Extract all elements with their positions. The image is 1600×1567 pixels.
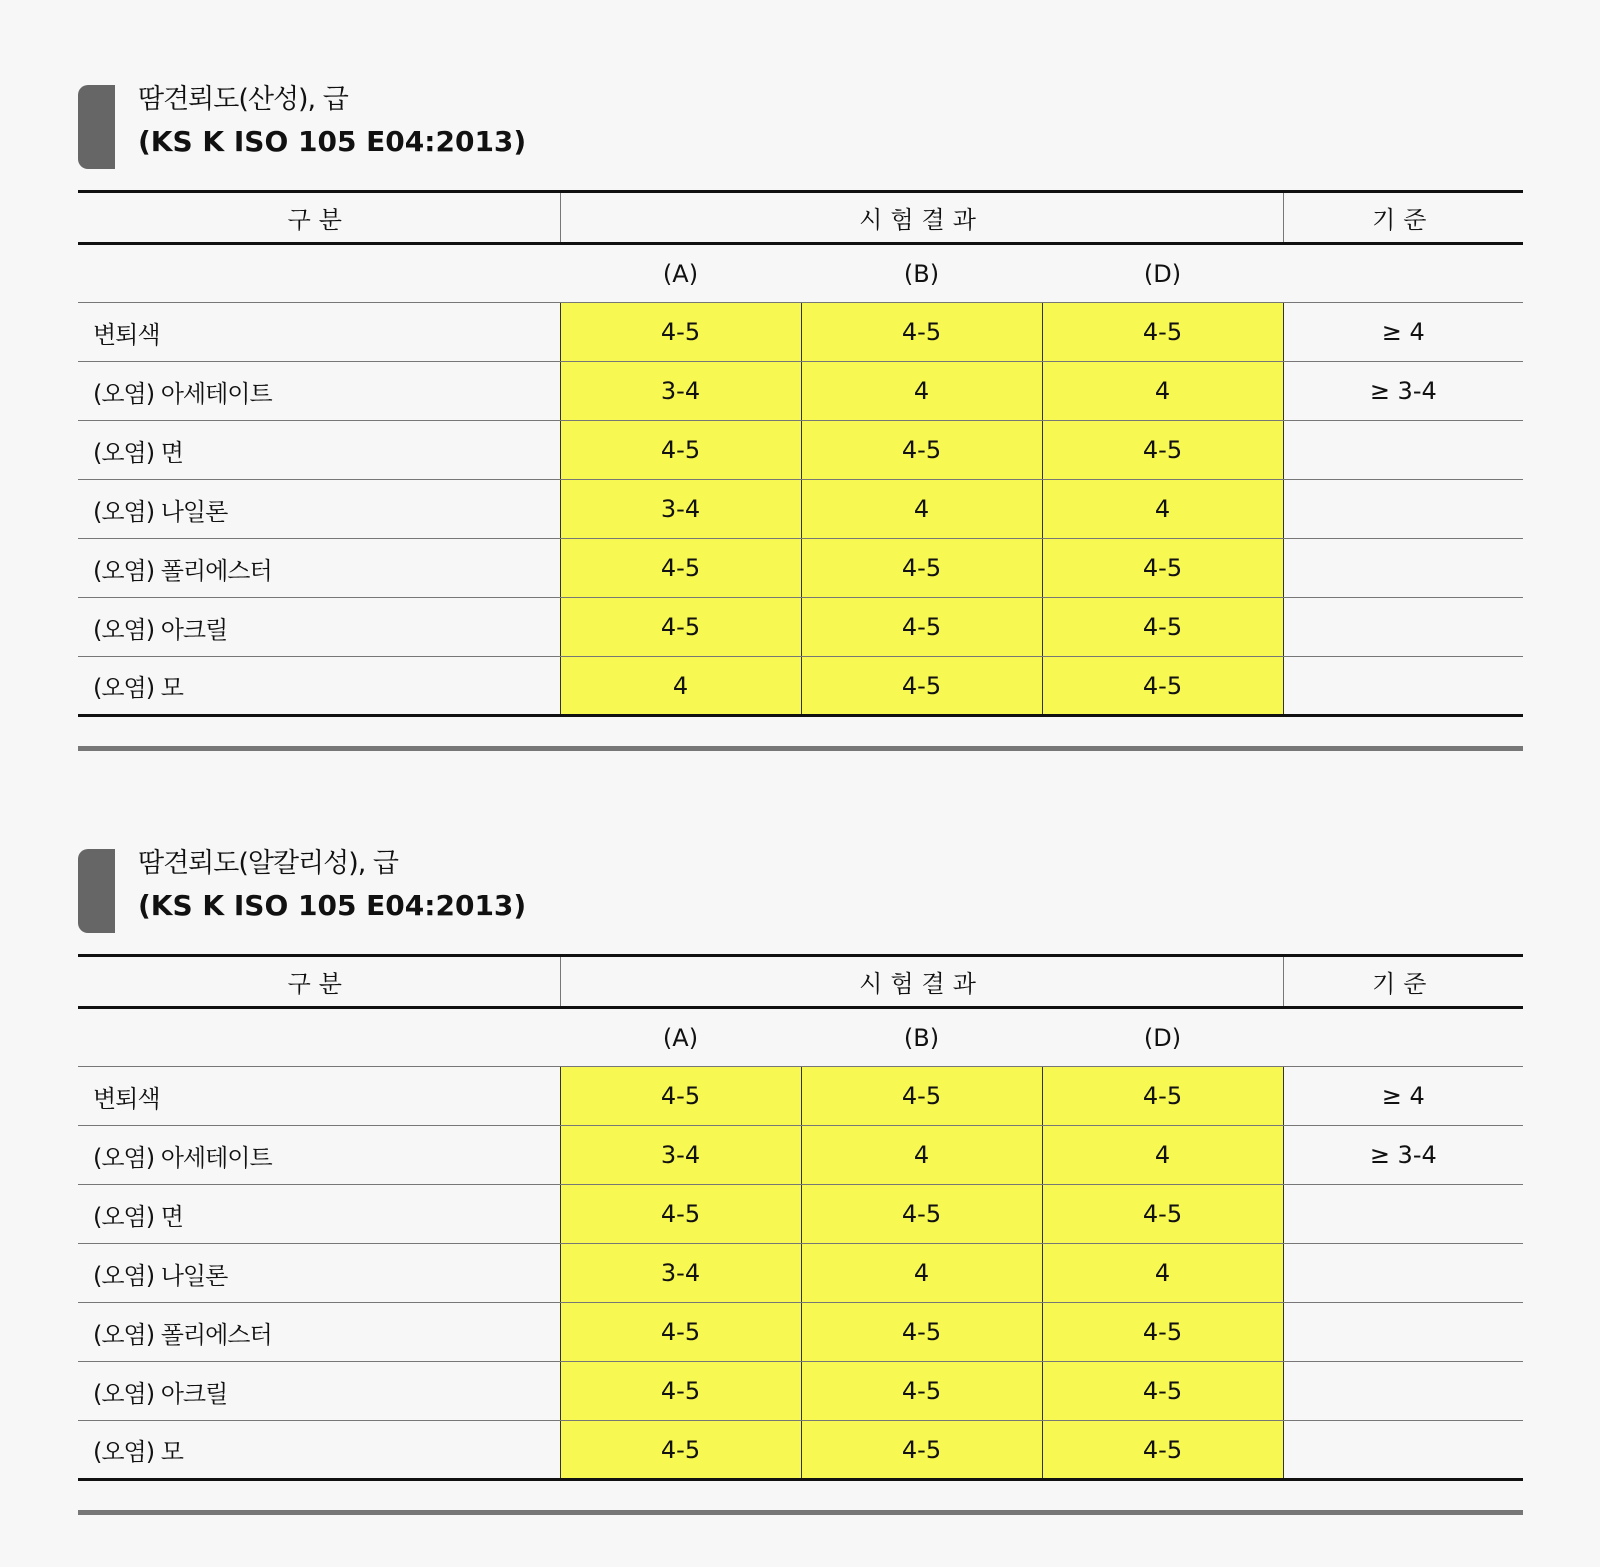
section-title: 땀견뢰도(산성), 급 (138, 84, 348, 115)
section-divider (78, 1510, 1523, 1515)
criterion (1283, 421, 1523, 480)
value-d: 4 (1042, 480, 1283, 539)
header-results: 시험결과 (560, 192, 1283, 244)
value-a: 4-5 (560, 598, 801, 657)
criterion (1283, 539, 1523, 598)
value-d: 4-5 (1042, 1185, 1283, 1244)
value-a: 3-4 (560, 1244, 801, 1303)
header-results: 시험결과 (560, 956, 1283, 1008)
row-label: (오염) 모 (78, 1421, 560, 1480)
criterion (1283, 1362, 1523, 1421)
value-b: 4-5 (801, 1421, 1042, 1480)
row-label: (오염) 나일론 (78, 480, 560, 539)
value-a: 4-5 (560, 1421, 801, 1480)
row-label: (오염) 아크릴 (78, 1362, 560, 1421)
value-b: 4-5 (801, 1067, 1042, 1126)
value-a: 4-5 (560, 421, 801, 480)
row-label: (오염) 아세테이트 (78, 362, 560, 421)
results-table (78, 190, 1523, 717)
table-row (78, 1421, 1523, 1480)
table-row (78, 362, 1523, 421)
value-d: 4-5 (1042, 1067, 1283, 1126)
criterion (1283, 1421, 1523, 1480)
value-d: 4-5 (1042, 303, 1283, 362)
header-criteria: 기준 (1283, 192, 1523, 244)
acid-perspiration-section (78, 82, 1523, 702)
value-d: 4-5 (1042, 657, 1283, 716)
criterion (1283, 598, 1523, 657)
table-row (78, 303, 1523, 362)
value-a: 4-5 (560, 1067, 801, 1126)
value-d: 4-5 (1042, 1362, 1283, 1421)
value-a: 4-5 (560, 1303, 801, 1362)
value-b: 4-5 (801, 1303, 1042, 1362)
section-title-block (78, 82, 1523, 170)
value-d: 4 (1042, 1126, 1283, 1185)
sample-b: (B) (801, 244, 1042, 303)
header-category: 구분 (78, 192, 560, 244)
value-a: 4-5 (560, 1362, 801, 1421)
section-divider (78, 746, 1523, 751)
criterion: ≥ 4 (1283, 303, 1523, 362)
header-row (78, 192, 1523, 244)
sample-d: (D) (1042, 1008, 1283, 1067)
criterion (1283, 1303, 1523, 1362)
table-row (78, 1303, 1523, 1362)
row-label: (오염) 면 (78, 1185, 560, 1244)
row-label: (오염) 모 (78, 657, 560, 716)
criterion (1283, 1244, 1523, 1303)
criterion: ≥ 3-4 (1283, 1126, 1523, 1185)
results-table (78, 954, 1523, 1481)
alkaline-perspiration-section (78, 846, 1523, 1466)
title-marker (78, 849, 115, 933)
header-category: 구분 (78, 956, 560, 1008)
sample-a: (A) (560, 1008, 801, 1067)
table-row (78, 657, 1523, 716)
table-row (78, 1362, 1523, 1421)
header-criteria: 기준 (1283, 956, 1523, 1008)
value-b: 4-5 (801, 598, 1042, 657)
value-d: 4-5 (1042, 539, 1283, 598)
value-b: 4-5 (801, 1362, 1042, 1421)
sample-row (78, 1008, 1523, 1067)
criterion: ≥ 3-4 (1283, 362, 1523, 421)
value-d: 4 (1042, 362, 1283, 421)
row-label: 변퇴색 (78, 303, 560, 362)
value-b: 4-5 (801, 1185, 1042, 1244)
value-a: 3-4 (560, 362, 801, 421)
value-d: 4 (1042, 1244, 1283, 1303)
table-row (78, 480, 1523, 539)
value-d: 4-5 (1042, 1303, 1283, 1362)
section-standard: (KS K ISO 105 E04:2013) (138, 889, 527, 922)
value-a: 4-5 (560, 1185, 801, 1244)
table-row (78, 539, 1523, 598)
value-b: 4 (801, 1126, 1042, 1185)
value-d: 4-5 (1042, 421, 1283, 480)
value-b: 4-5 (801, 303, 1042, 362)
value-d: 4-5 (1042, 598, 1283, 657)
value-a: 3-4 (560, 1126, 801, 1185)
value-b: 4 (801, 480, 1042, 539)
sample-d: (D) (1042, 244, 1283, 303)
title-marker (78, 85, 115, 169)
value-b: 4 (801, 1244, 1042, 1303)
sample-a: (A) (560, 244, 801, 303)
value-a: 4 (560, 657, 801, 716)
row-label: (오염) 폴리에스터 (78, 539, 560, 598)
criterion (1283, 657, 1523, 716)
table-row (78, 598, 1523, 657)
value-b: 4-5 (801, 421, 1042, 480)
table-row (78, 1244, 1523, 1303)
row-label: 변퇴색 (78, 1067, 560, 1126)
row-label: (오염) 나일론 (78, 1244, 560, 1303)
value-a: 4-5 (560, 539, 801, 598)
value-b: 4 (801, 362, 1042, 421)
table-row (78, 1185, 1523, 1244)
row-label: (오염) 아세테이트 (78, 1126, 560, 1185)
section-standard: (KS K ISO 105 E04:2013) (138, 125, 527, 158)
value-b: 4-5 (801, 657, 1042, 716)
row-label: (오염) 면 (78, 421, 560, 480)
sample-row (78, 244, 1523, 303)
section-title: 땀견뢰도(알칼리성), 급 (138, 848, 398, 879)
criterion (1283, 480, 1523, 539)
section-title-block (78, 846, 1523, 934)
sample-b: (B) (801, 1008, 1042, 1067)
value-d: 4-5 (1042, 1421, 1283, 1480)
row-label: (오염) 폴리에스터 (78, 1303, 560, 1362)
value-a: 4-5 (560, 303, 801, 362)
table-row (78, 1067, 1523, 1126)
criterion: ≥ 4 (1283, 1067, 1523, 1126)
value-a: 3-4 (560, 480, 801, 539)
criterion (1283, 1185, 1523, 1244)
value-b: 4-5 (801, 539, 1042, 598)
table-row (78, 1126, 1523, 1185)
table-row (78, 421, 1523, 480)
header-row (78, 956, 1523, 1008)
row-label: (오염) 아크릴 (78, 598, 560, 657)
